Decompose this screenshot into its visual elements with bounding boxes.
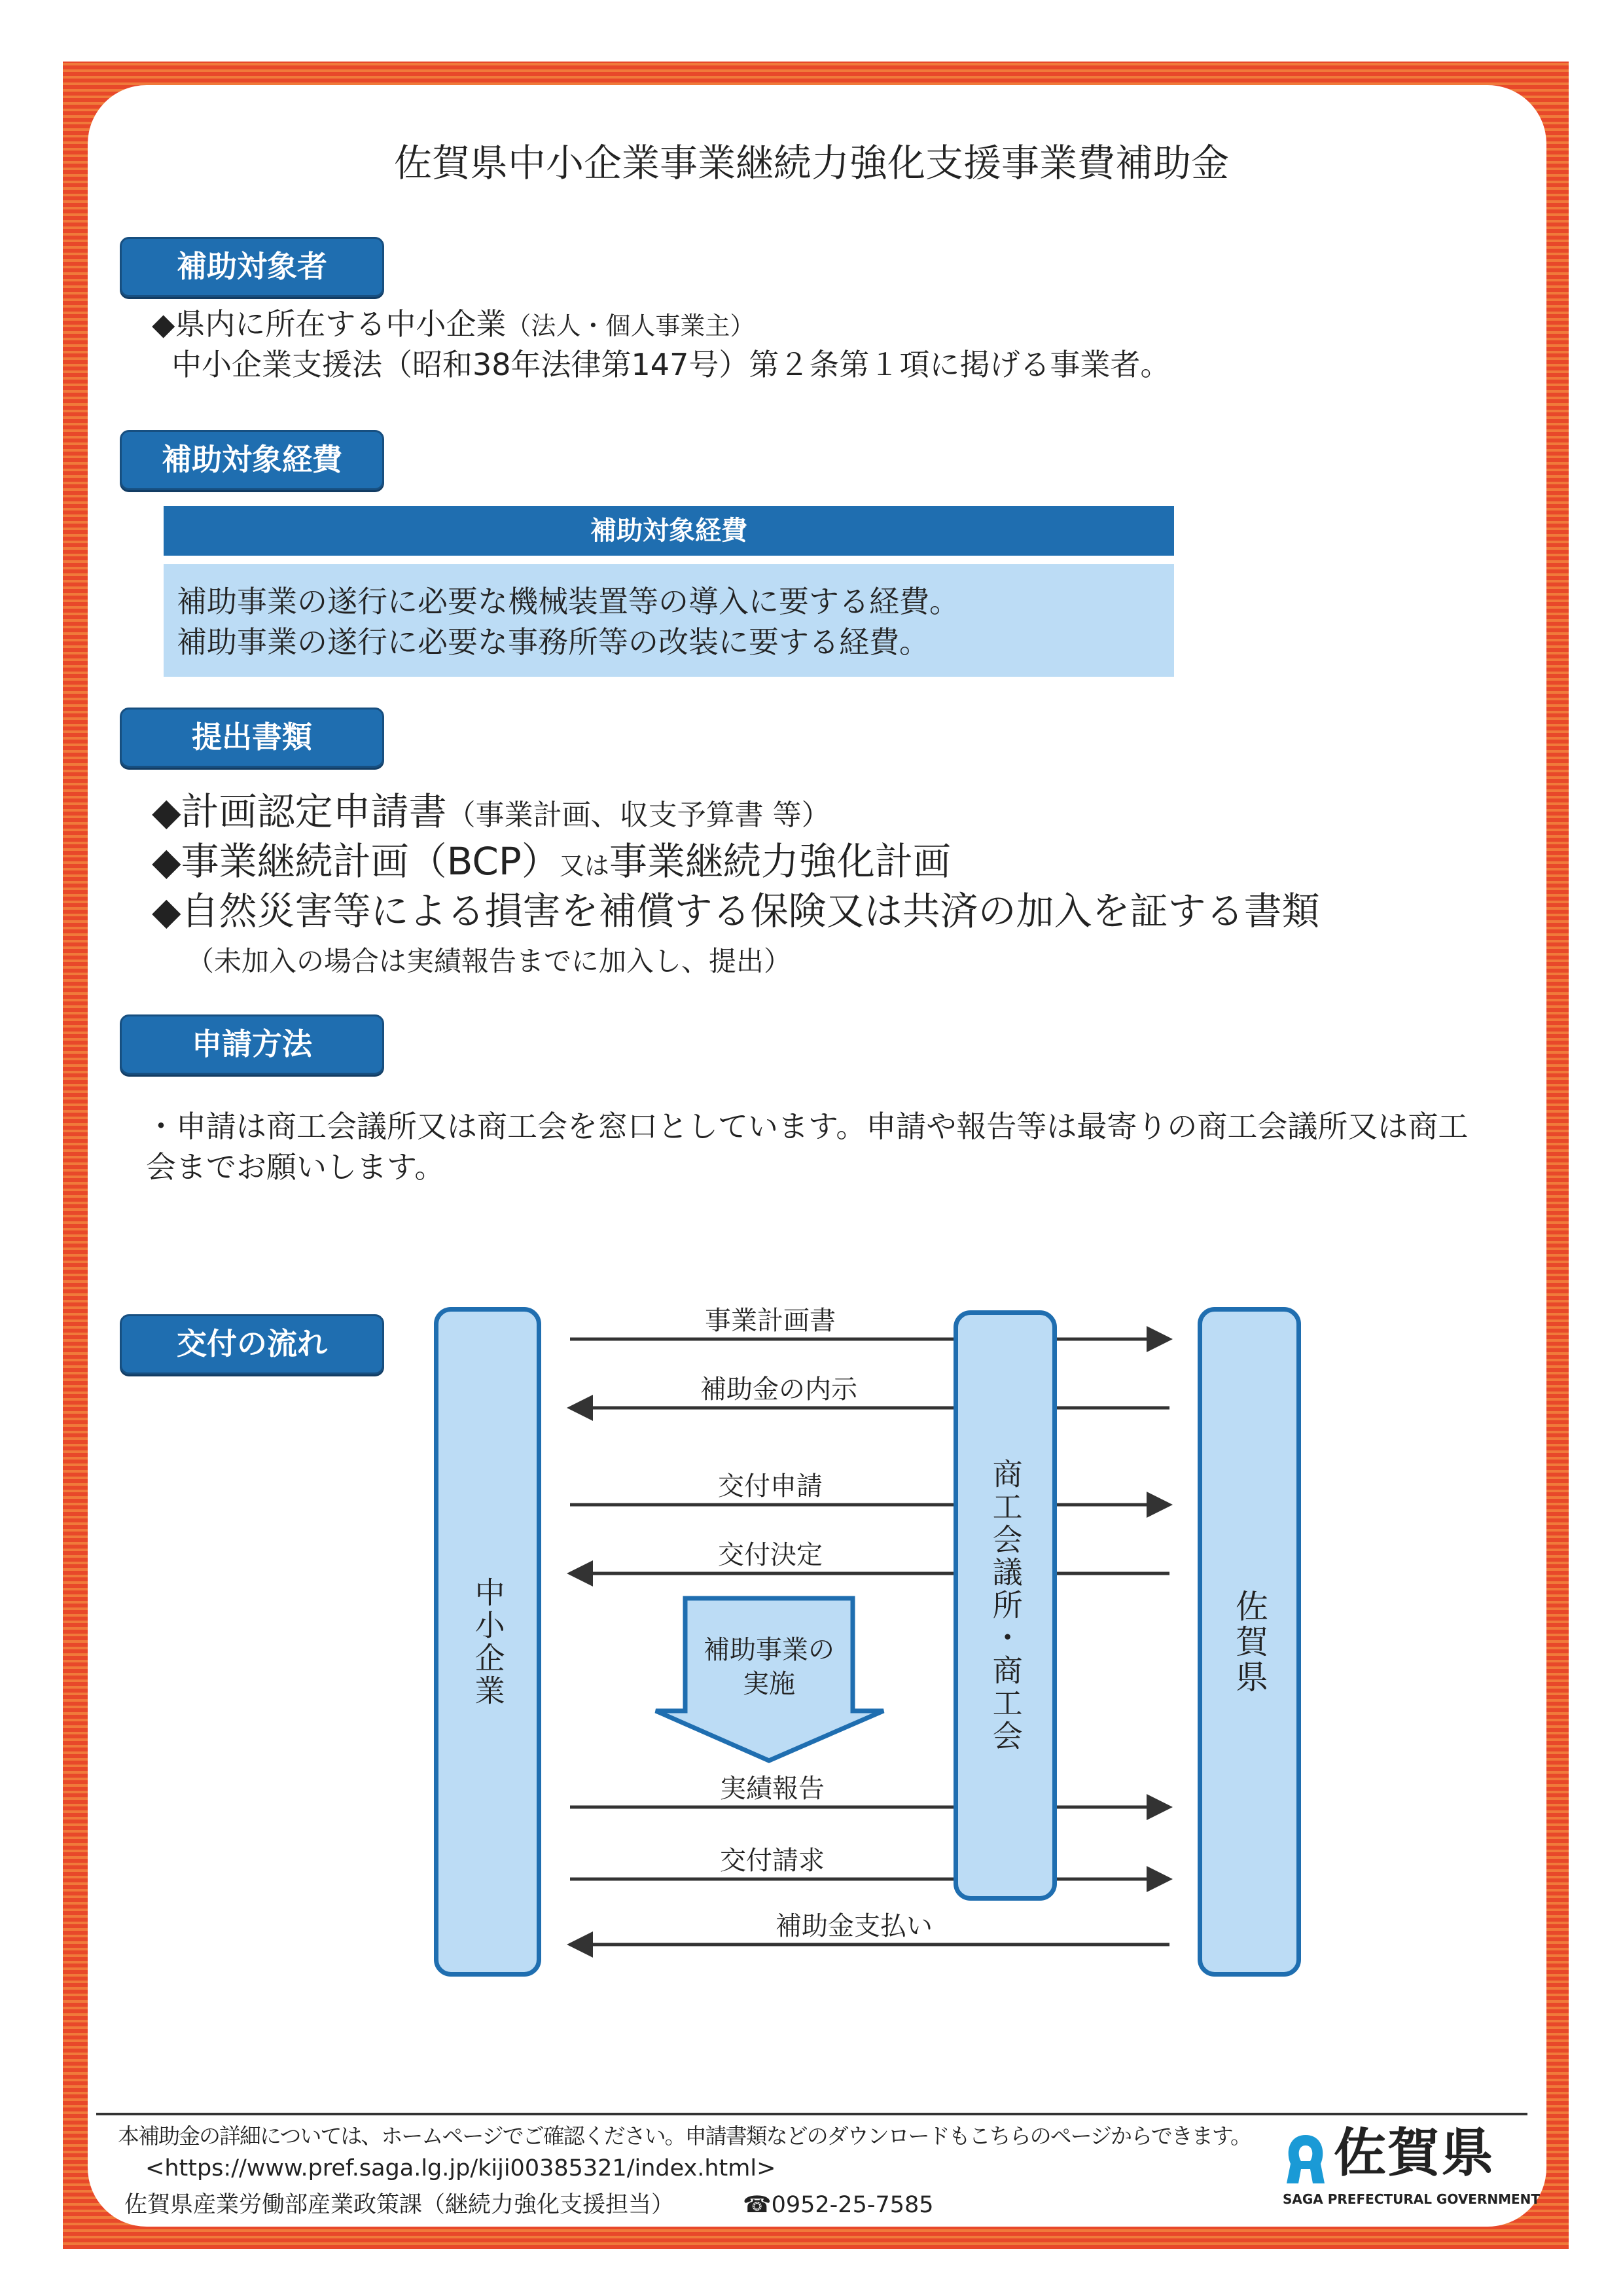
footer-divider — [96, 2113, 1527, 2115]
footer-url[interactable]: <https://www.pref.saga.lg.jp/kiji00385321/index.html> — [145, 2155, 776, 2181]
footer-contact: 佐賀県産業労働部産業政策課（継続力強化支援担当） — [124, 2192, 675, 2218]
document-text: ◆事業継続計画（BCP） — [152, 839, 560, 884]
eligible-line-2: 中小企業支援法（昭和38年法律第147号）第２条第１項に掲げる事業者。 — [171, 347, 1171, 382]
actor-saga-prefecture — [1198, 1307, 1301, 1977]
actor-label: 中小企業 — [470, 1576, 506, 1708]
flow-step-label: 事業計画書 — [705, 1306, 836, 1336]
actor-label: 商工会議所・商工会 — [988, 1458, 1024, 1753]
implementation-line: 補助事業の — [704, 1635, 834, 1665]
flow-step-label: 交付請求 — [720, 1846, 825, 1876]
document-text: ◆計画認定申請書 — [152, 789, 447, 834]
eligible-text: ◆県内に所在する中小企業 — [152, 306, 507, 342]
document-text: 事業継続力強化計画 — [609, 839, 951, 884]
method-line-1: ・申請は商工会議所又は商工会を窓口としています。申請や報告等は最寄りの商工会議所又は商工 — [146, 1109, 1469, 1144]
flow-step-label: 交付決定 — [718, 1540, 823, 1570]
expenses-table-header: 補助対象経費 — [164, 506, 1174, 556]
flow-step-label: 補助金の内示 — [700, 1374, 857, 1405]
expense-row: 補助事業の遂行に必要な機械装置等の導入に要する経費。 — [177, 584, 959, 619]
document-footnote: （未加入の場合は実績報告までに加入し、提出） — [187, 945, 792, 977]
flow-step-label: 交付申請 — [718, 1471, 823, 1501]
document-note: （事業計画、収支予算書 等） — [446, 798, 830, 832]
document-note: 又は — [559, 852, 609, 880]
section-heading-eligible: 補助対象者 — [120, 237, 384, 297]
section-heading-method: 申請方法 — [120, 1014, 384, 1075]
expense-row: 補助事業の遂行に必要な事務所等の改装に要する経費。 — [177, 624, 929, 660]
implementation-label — [685, 1633, 853, 1701]
flow-step-label: 実績報告 — [720, 1774, 825, 1804]
actor-label: 佐賀県 — [1230, 1588, 1268, 1695]
section-heading-documents: 提出書類 — [120, 708, 384, 768]
actor-sme — [434, 1307, 541, 1977]
section-heading-expenses: 補助対象経費 — [120, 430, 384, 490]
actor-chamber — [954, 1310, 1057, 1901]
flow-step-label: 補助金支払い — [776, 1911, 933, 1941]
eligible-note: （法人・個人事業主） — [506, 312, 755, 340]
section-heading-flow: 交付の流れ — [120, 1314, 384, 1374]
logo-subtext: SAGA PREFECTURAL GOVERNMENT — [1283, 2191, 1541, 2207]
saga-logo — [1283, 2123, 1541, 2212]
logo-text: 佐賀県 — [1334, 2123, 1495, 2183]
footer-phone: ☎0952-25-7585 — [743, 2192, 934, 2218]
document-item: ◆自然災害等による損害を補償する保険又は共済の加入を証する書類 — [152, 889, 1320, 933]
page-title: 佐賀県中小企業事業継続力強化支援事業費補助金 — [393, 141, 1229, 185]
footer-info: 本補助金の詳細については、ホームページでご確認ください。申請書類などのダウンロードもこちらのページからできます。 — [118, 2123, 1251, 2149]
implementation-line: 実施 — [743, 1669, 795, 1699]
method-line-2: 会までお願いします。 — [146, 1149, 445, 1185]
saga-emblem-icon — [1283, 2132, 1329, 2185]
